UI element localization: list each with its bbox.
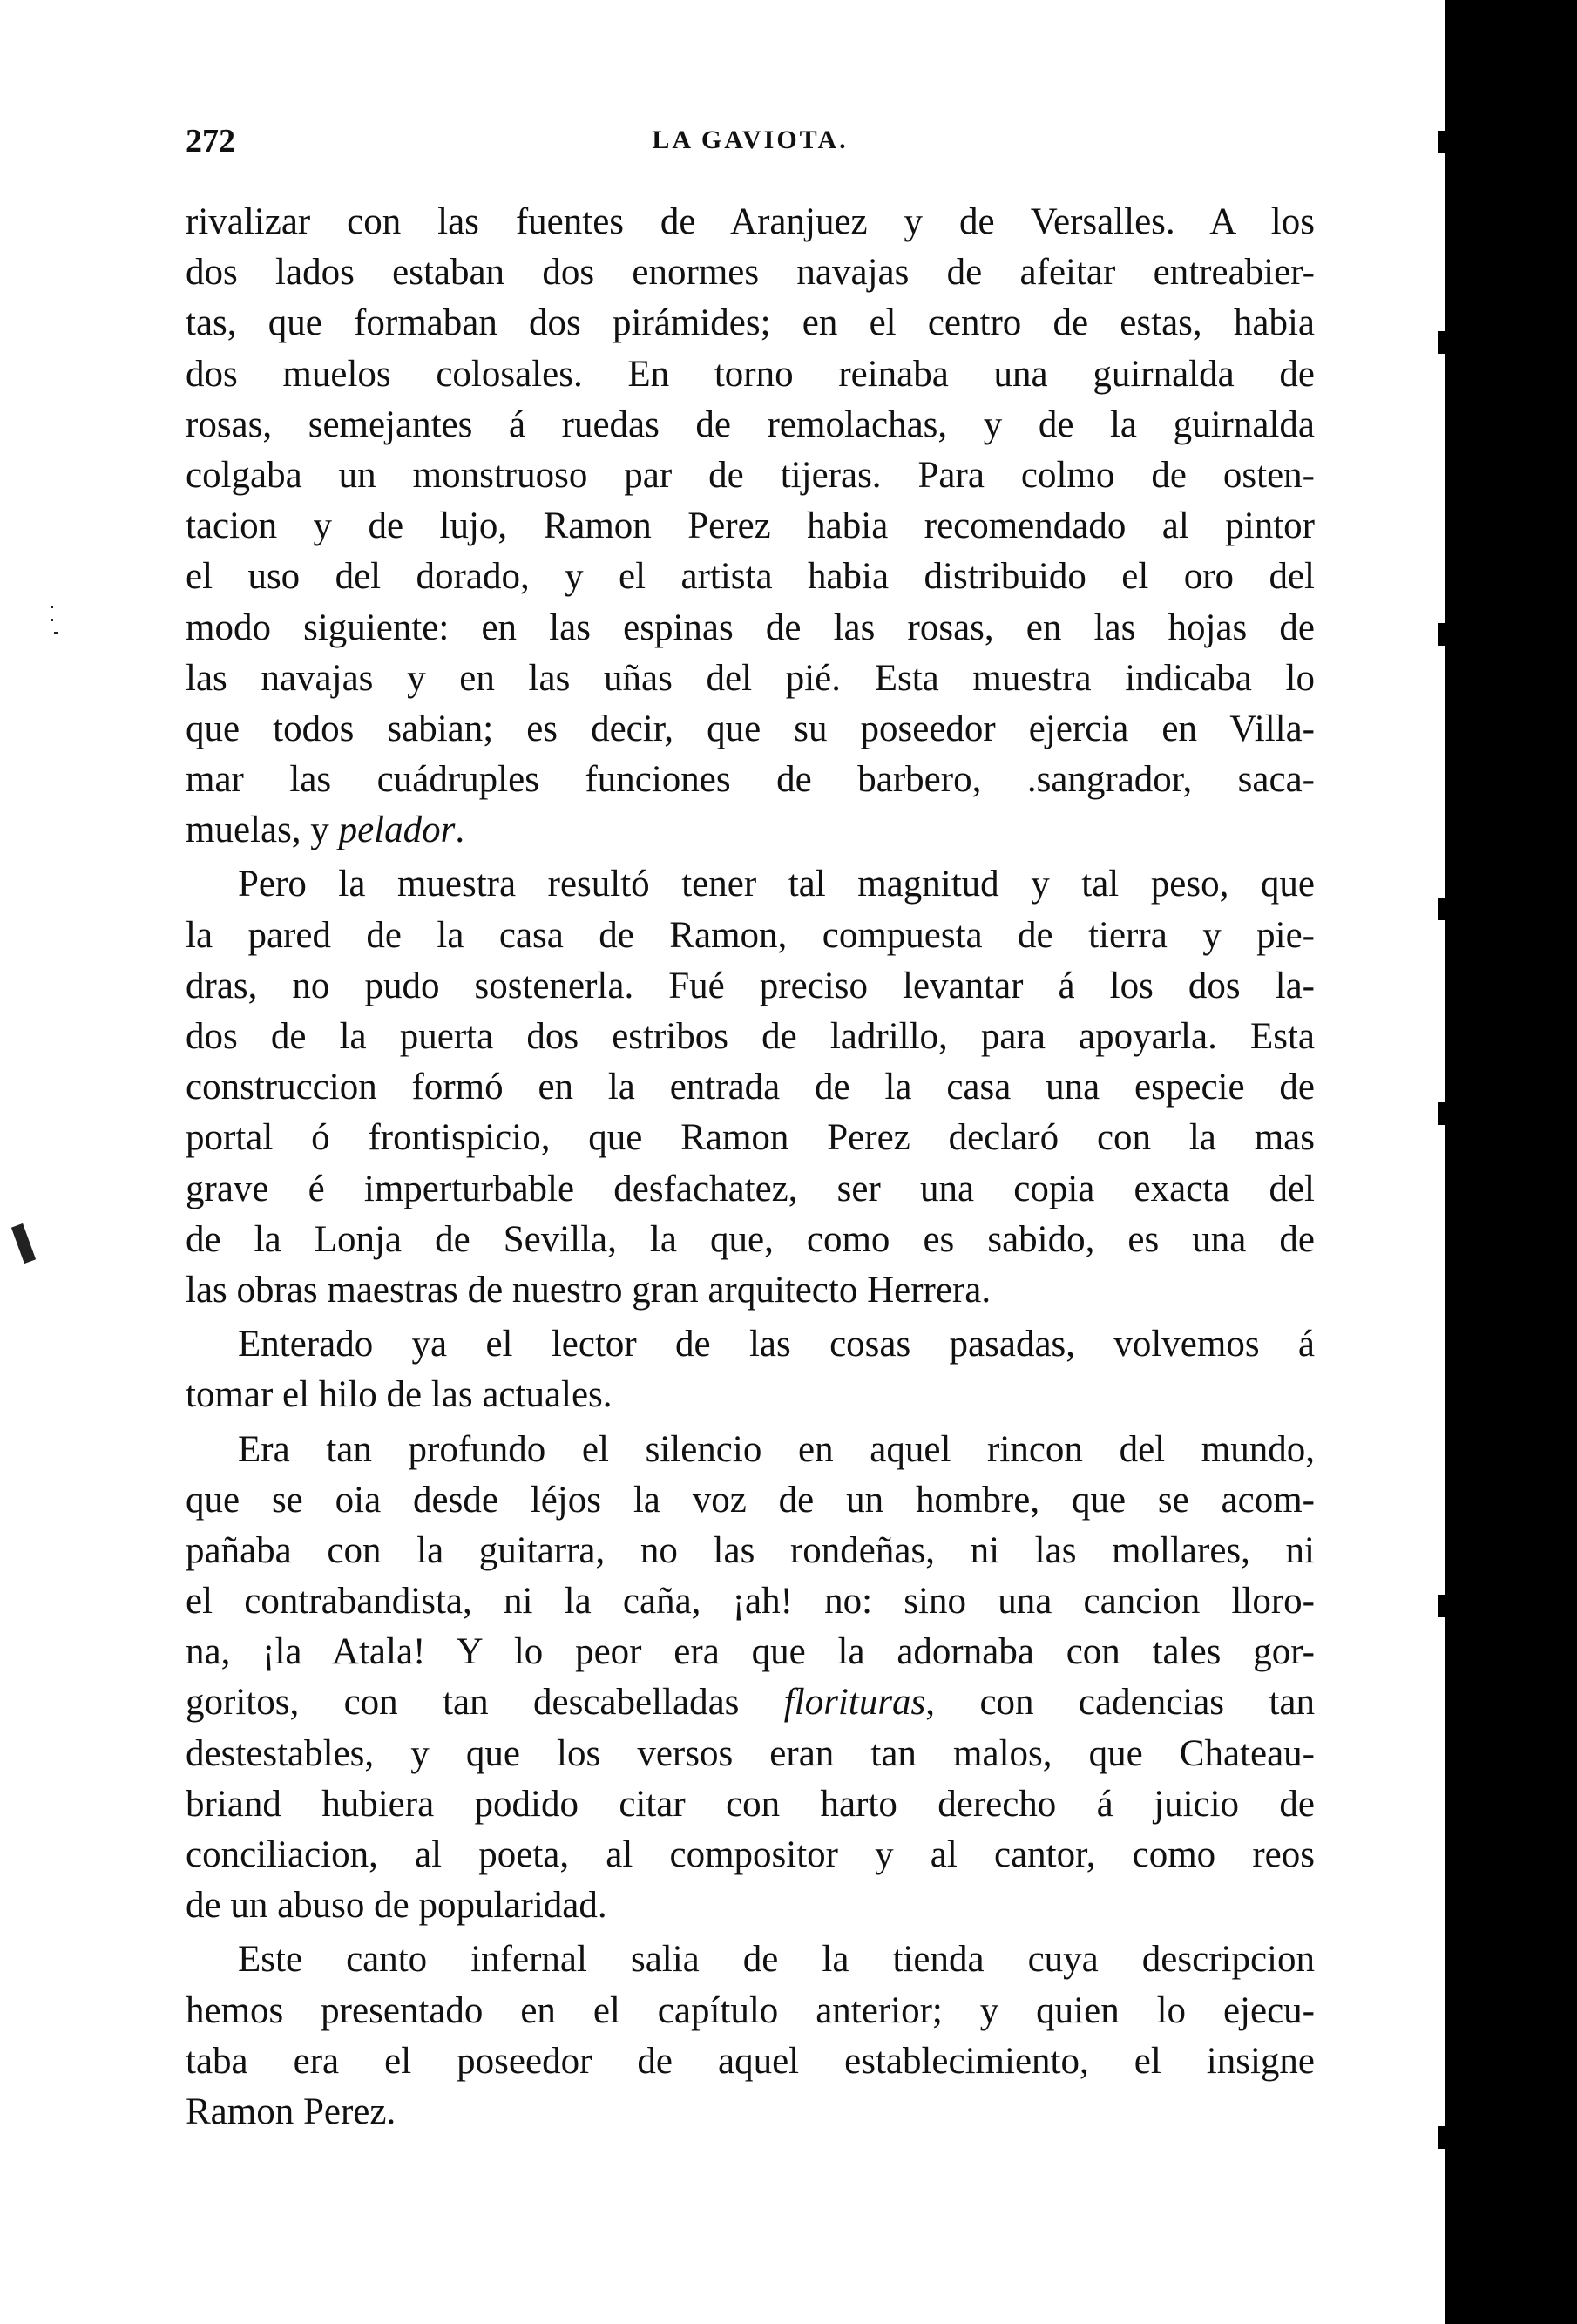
scan-speck [51,619,53,621]
text-line [186,1677,1315,1728]
text-line [186,1880,1315,1931]
text-segment: pañaba con la guitarra, no las rondeñas, ni las mollares, ni [186,1529,1315,1571]
text-segment: las obras maestras de nuestro gran arquitecto Herrera. [186,1269,992,1311]
text-segment: mar las cuádruples funciones de barbero, .sangrador, saca- [186,759,1315,801]
text-segment: Este canto infernal salia de la tienda cuya descripcion [238,1939,1315,1981]
text-segment: dras, no pudo sostenerla. Fué preciso levantar á los dos la- [186,965,1315,1006]
text-segment: colgaba un monstruoso par de tijeras. Para colmo de osten- [186,454,1315,496]
text-line [186,451,1315,501]
scan-blot [11,1223,36,1264]
text-segment: rivalizar con las fuentes de Aranjuez y de Versalles. A los [186,201,1315,242]
text-line [186,1934,1315,1985]
text-segment: tas, que formaban dos pirámides; en el centro de estas, habia [186,302,1315,344]
text-segment: que todos sabian; es decir, que su poseedor ejercia en Villa- [186,708,1315,749]
text-segment: hemos presentado en el capítulo anterior; y quien lo ejecu- [186,1989,1315,2031]
text-segment: de la Lonja de Sevilla, la que, como es sabido, es una de [186,1218,1315,1260]
text-segment: portal ó frontispicio, que Ramon Perez declaró con la mas [186,1117,1315,1159]
text-line [186,654,1315,704]
text-line [186,1370,1315,1420]
text-segment: dos muelos colosales. En torno reinaba una guirnalda de [186,353,1315,395]
text-segment: construccion formó en la entrada de la casa una especie de [186,1067,1315,1108]
scan-edge-notch [1438,131,1446,153]
page-number: 272 [186,123,235,159]
text-line [186,961,1315,1012]
text-segment: conciliacion, al poeta, al compositor y al cantor, como reos [186,1834,1315,1875]
text-line [186,1526,1315,1576]
text-segment: Enterado ya el lector de las cosas pasadas, volvemos á [238,1324,1315,1365]
text-line [186,1215,1315,1265]
text-line [186,1627,1315,1677]
text-segment: na, ¡la Atala! Y lo peor era que la adornaba con tales gor- [186,1631,1315,1673]
text-line [186,552,1315,602]
scan-edge-notch [1438,623,1446,646]
scan-edge-notch [1438,898,1446,920]
text-segment: taba era el poseedor de aquel establecimiento, el insigne [186,2040,1315,2082]
text-segment: dos lados estaban dos enormes navajas de afeitar entreabier- [186,252,1315,294]
text-line [186,805,1315,856]
scan-dark-edge [1445,0,1577,2324]
italic-text: pelador [338,810,456,851]
paragraph [186,859,1315,1316]
text-segment: Era tan profundo el silencio en aquel rincon del mundo, [238,1428,1315,1470]
text-line [186,2087,1315,2138]
text-segment: muelas, y [186,810,339,851]
page-body [186,197,1315,2141]
text-line [186,859,1315,910]
text-line [186,1319,1315,1370]
paragraph [186,197,1315,856]
page-header [186,122,1315,166]
text-line [186,1986,1315,2036]
paragraph [186,1934,1315,2138]
paragraph [186,1425,1315,1932]
text-line [186,1164,1315,1215]
text-segment: el uso del dorado, y el artista habia distribuido el oro del [186,556,1315,598]
text-line [186,1729,1315,1779]
text-segment: rosas, semejantes á ruedas de remolachas, y de la guirnalda [186,403,1315,445]
text-line [186,2036,1315,2087]
text-segment: tacion y de lujo, Ramon Perez habia recomendado al pintor [186,505,1315,547]
scan-edge-notch [1438,1102,1446,1125]
text-segment: destestables, y que los versos eran tan malos, que Chateau- [186,1732,1315,1774]
scan-edge-notch [1438,331,1446,354]
text-line [186,1475,1315,1526]
text-line [186,911,1315,961]
text-segment: que se oia desde léjos la voz de un hombre, que se acom- [186,1479,1315,1521]
text-segment: , con cadencias tan [925,1682,1315,1724]
text-segment: grave é imperturbable desfachatez, ser una copia exacta del [186,1168,1315,1209]
text-line [186,1265,1315,1316]
text-line [186,298,1315,349]
text-line [186,1062,1315,1113]
text-line [186,247,1315,298]
text-segment: dos de la puerta dos estribos de ladrillo, para apoyarla. Esta [186,1016,1315,1057]
text-segment: las navajas y en las uñas del pié. Esta muestra indicaba lo [186,657,1315,699]
italic-text: florituras [783,1682,926,1724]
text-line [186,603,1315,654]
text-line [186,755,1315,805]
text-segment: la pared de la casa de Ramon, compuesta de tierra y pie- [186,914,1315,956]
text-segment: Ramon Perez. [186,2090,396,2132]
text-segment: briand hubiera podido citar con harto derecho á juicio de [186,1783,1315,1825]
text-line [186,197,1315,247]
text-segment: modo siguiente: en las espinas de las rosas, en las hojas de [186,606,1315,648]
running-head: LA GAVIOTA. [652,125,849,154]
text-segment: . [455,810,465,851]
text-segment: goritos, con tan descabelladas [186,1682,784,1724]
text-line [186,1830,1315,1880]
text-line [186,400,1315,451]
text-segment: el contrabandista, ni la caña, ¡ah! no: sino una cancion lloro- [186,1581,1315,1623]
text-segment: de un abuso de popularidad. [186,1885,607,1927]
scan-speck [54,632,58,634]
text-line [186,349,1315,400]
scan-speck [51,606,53,608]
scan-edge-notch [1438,2126,1446,2149]
text-line [186,704,1315,755]
text-line [186,1425,1315,1475]
text-line [186,1012,1315,1062]
paragraph [186,1319,1315,1420]
text-line [186,1576,1315,1627]
text-segment: Pero la muestra resultó tener tal magnitud y tal peso, que [238,864,1315,905]
text-line [186,501,1315,552]
scan-edge-notch [1438,1595,1446,1617]
text-line [186,1779,1315,1830]
text-line [186,1113,1315,1163]
text-segment: tomar el hilo de las actuales. [186,1374,613,1416]
